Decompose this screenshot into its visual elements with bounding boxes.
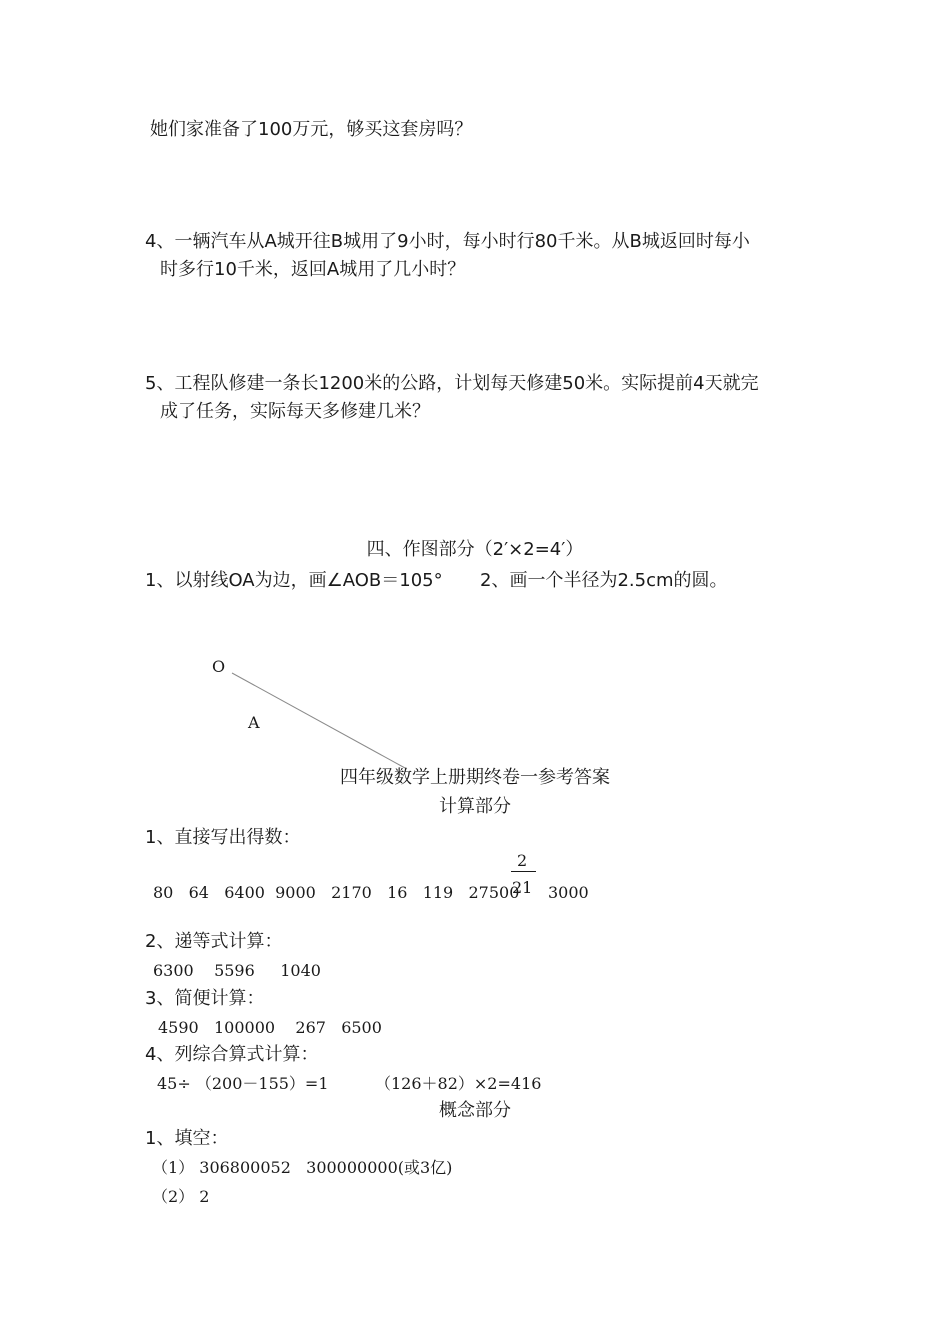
combined-expr-1: 45÷ （200－155）=1 <box>157 1074 329 1093</box>
question-5-line-2: 成了任务，实际每天多修建几米？ <box>160 401 430 422</box>
drawing-section-title: 四、作图部分（2′×2=4′） <box>366 539 584 560</box>
drawing-item-2: 2、画一个半径为2.5cm的圆。 <box>480 570 728 591</box>
question-4-line-1: 4、一辆汽车从A城开往B城用了9小时，每小时行80千米。从B城返回时每小 <box>145 231 750 252</box>
simple-values: 4590 100000 267 6500 <box>158 1018 382 1037</box>
question-5-line-1: 5、工程队修建一条长1200米的公路，计划每天修建50米。实际提前4天就完 <box>145 373 759 394</box>
direct-values: 80 64 6400 9000 2170 16 119 27500 <box>153 883 520 902</box>
recursive-label: 2、递等式计算： <box>145 931 283 952</box>
combined-expr-2: （126＋82）×2=416 <box>375 1074 542 1093</box>
fraction-denominator: 21 <box>512 878 533 897</box>
point-o-label: O <box>212 657 226 676</box>
fraction-bar <box>511 871 536 872</box>
fill-answer-1: （1） 306800052 300000000(或3亿) <box>152 1158 453 1177</box>
drawing-item-1: 1、以射线OA为边，画∠AOB＝105° <box>145 570 443 591</box>
recursive-values: 6300 5596 1040 <box>153 961 321 980</box>
fill-label: 1、填空： <box>145 1128 229 1149</box>
fraction-numerator: 2 <box>517 851 528 870</box>
point-a-label: A <box>248 713 260 732</box>
fill-answer-2: （2） 2 <box>152 1187 210 1206</box>
answers-title: 四年级数学上册期终卷一参考答案 <box>340 767 610 788</box>
combined-label: 4、列综合算式计算： <box>145 1044 319 1065</box>
direct-label: 1、直接写出得数： <box>145 827 301 848</box>
simple-label: 3、简便计算： <box>145 988 265 1009</box>
concept-heading: 概念部分 <box>439 1100 511 1121</box>
calc-heading: 计算部分 <box>439 796 511 817</box>
question-4-line-2: 时多行10千米，返回A城用了几小时？ <box>160 259 466 280</box>
question-3-tail: 她们家准备了100万元，够买这套房吗？ <box>150 119 473 140</box>
direct-last-value: 3000 <box>548 883 589 902</box>
